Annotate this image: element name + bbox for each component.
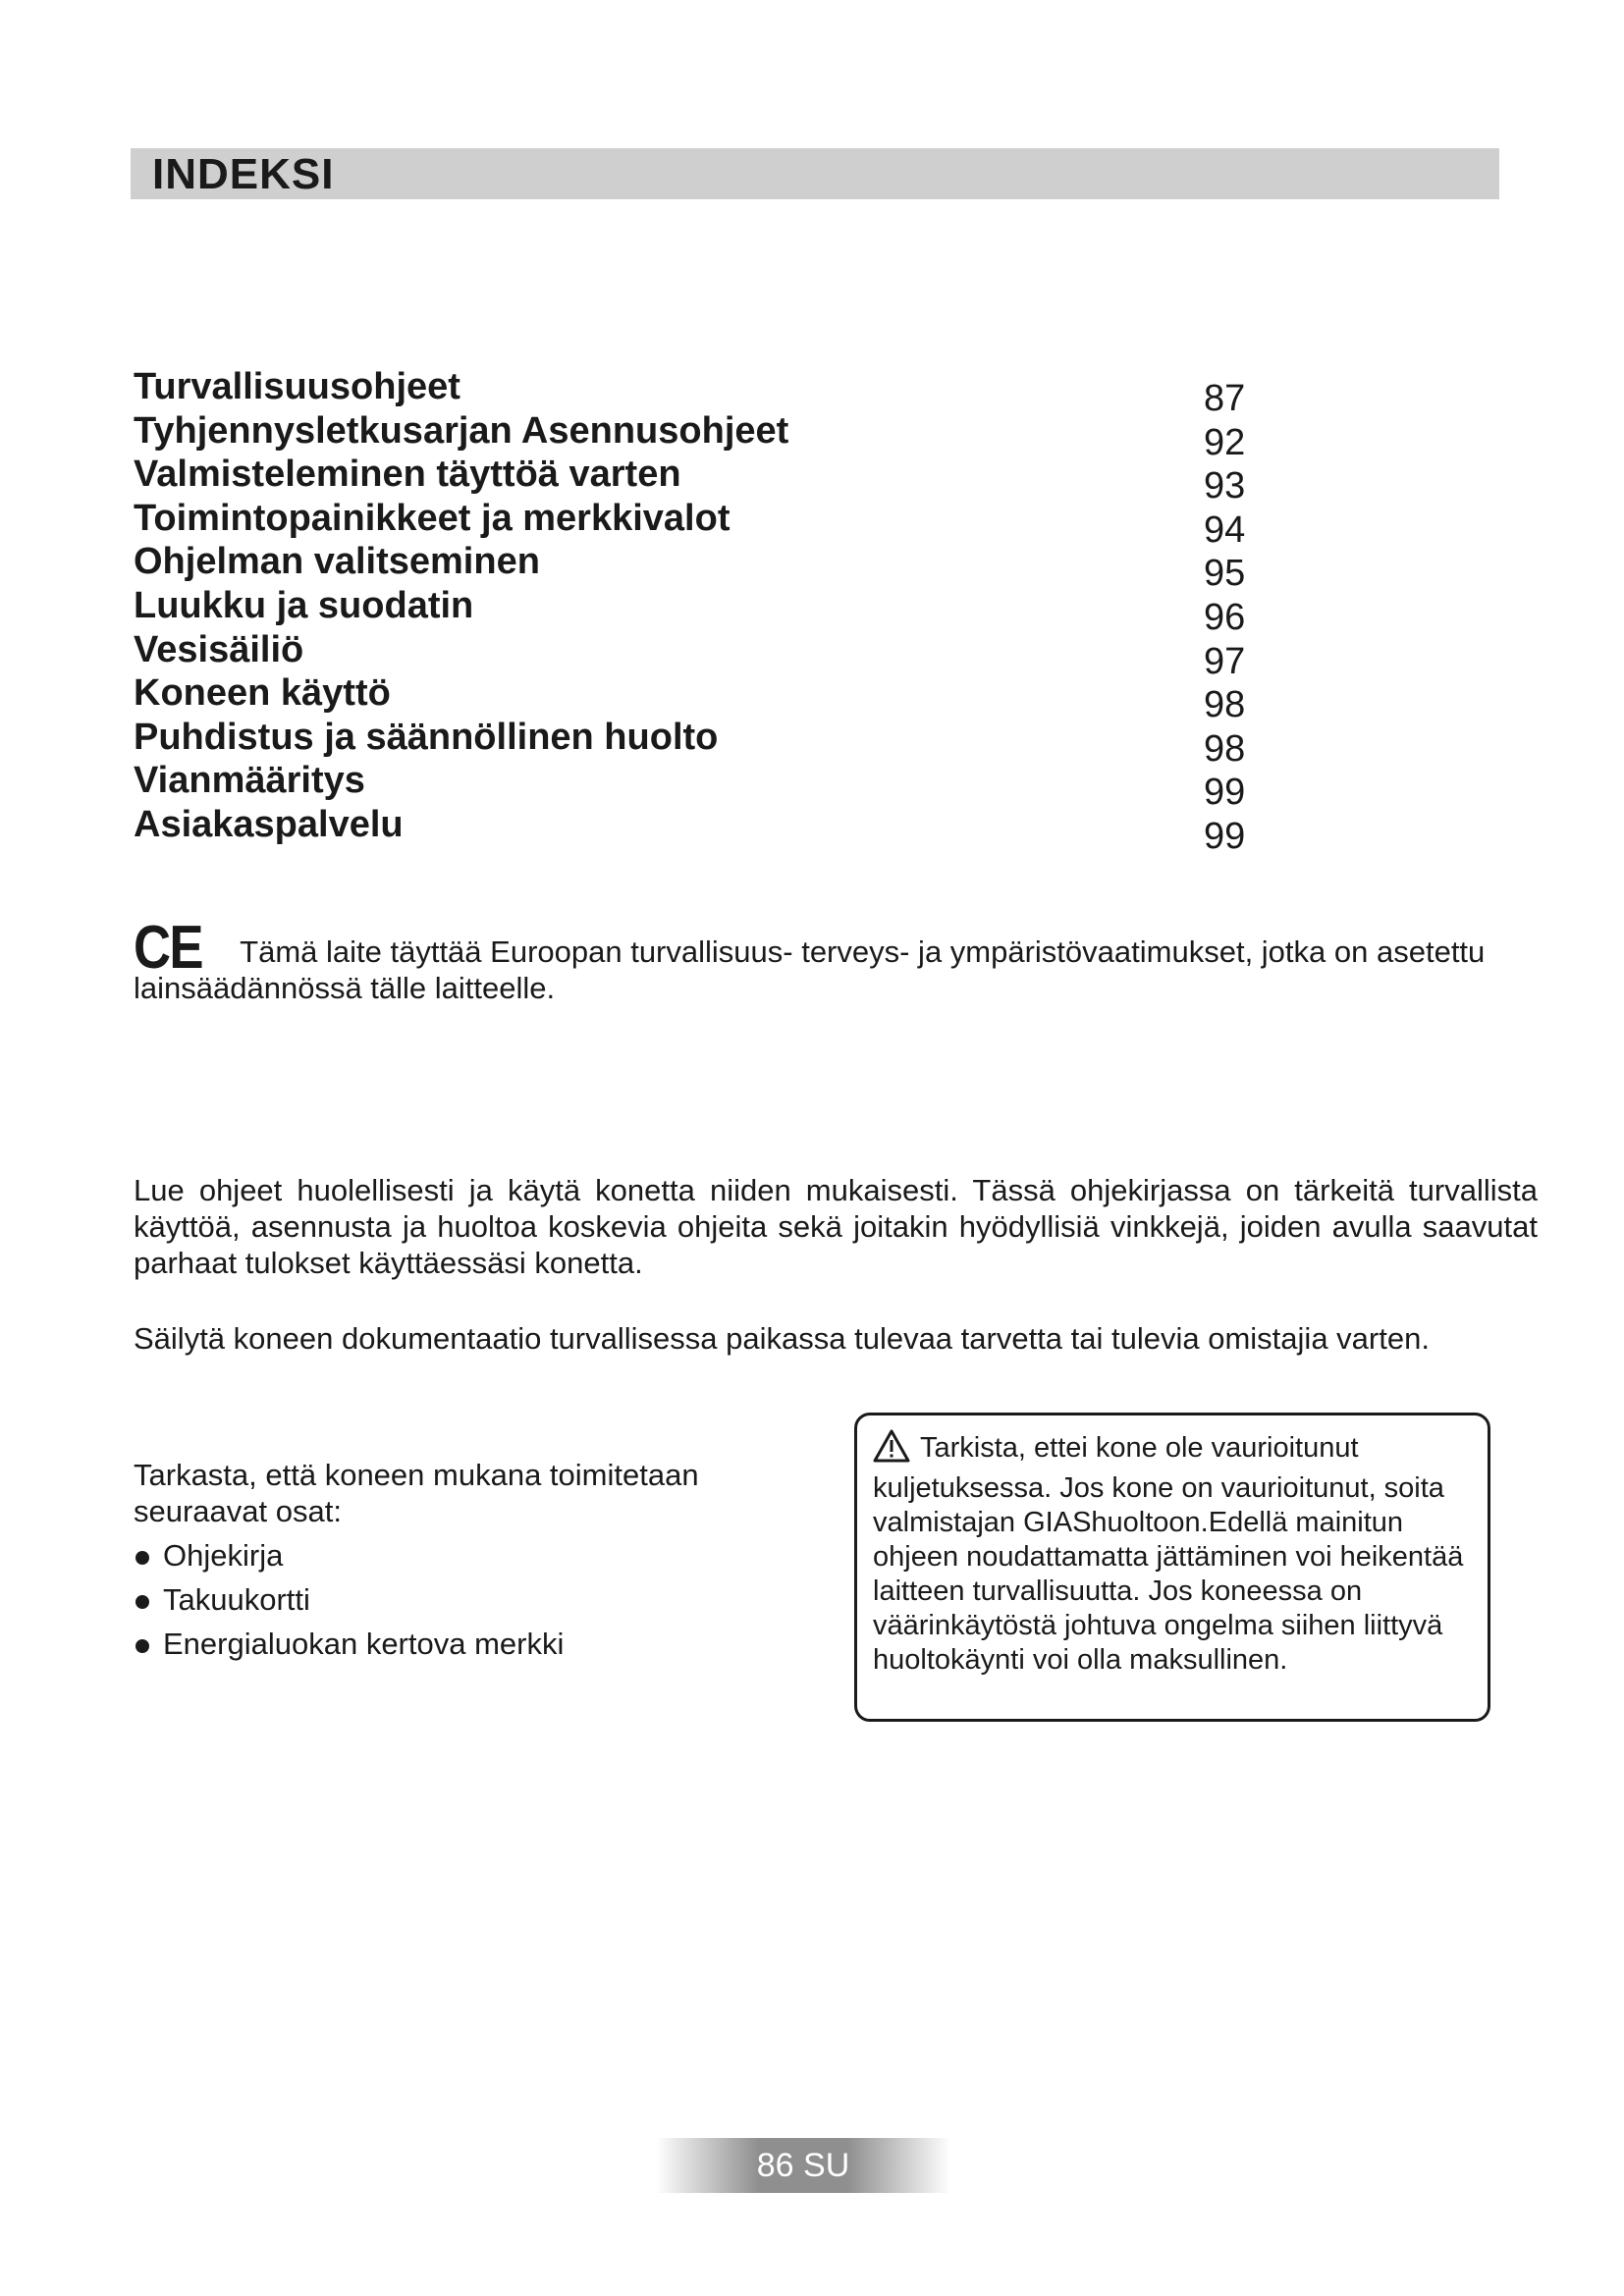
toc-row[interactable] [134, 671, 1263, 726]
toc-title: Koneen käyttö [134, 672, 391, 715]
toc-title: Toimintopainikkeet ja merkkivalot [134, 497, 731, 539]
bullet-icon [135, 1639, 149, 1653]
toc-row[interactable] [134, 759, 1263, 814]
ce-compliance-text: Tämä laite täyttää Euroopan turvallisuus- terveys- ja ympäristövaatimukset, jotka on asetettu lainsäädännössä tälle laitteelle. [134, 934, 1486, 1005]
toc-page-number: 95 [1204, 553, 1246, 595]
toc-row[interactable] [134, 803, 1263, 857]
toc-title: Ohjelman valitseminen [134, 541, 540, 583]
toc-row[interactable] [134, 365, 1263, 419]
list-item-label: Energialuokan kertova merkki [163, 1627, 565, 1661]
list-item-label: Takuukortti [163, 1582, 310, 1617]
toc-row[interactable] [134, 540, 1263, 595]
toc-page-number: 94 [1204, 508, 1246, 551]
toc-row[interactable] [134, 497, 1263, 551]
package-contents-list [134, 1537, 782, 1662]
storage-paragraph: Säilytä koneen dokumentaatio turvallisessa paikassa tulevaa tarvetta tai tulevia omistajia varten. [134, 1321, 1430, 1356]
toc-title: Luukku ja suodatin [134, 584, 474, 626]
toc-page-number: 92 [1204, 421, 1246, 463]
toc-page-number: 99 [1204, 815, 1246, 857]
warning-text: Tarkista, ettei kone ole vaurioitunut kuljetuksessa. Jos kone on vaurioitunut, soita valmistajan GIAShuoltoon.Edellä mainitun ohjeen noudattamatta jättäminen voi heikentää laitteen turvallisuutta. Jos koneessa on väärinkäytöstä johtuva ongelma siihen liittyvä huoltokäynti voi olla maksullinen. [873, 1432, 1464, 1676]
list-item [134, 1581, 782, 1618]
toc-row[interactable] [134, 453, 1263, 507]
list-item [134, 1537, 782, 1574]
toc-page-number: 99 [1204, 772, 1246, 814]
list-item [134, 1626, 782, 1662]
ce-compliance-notice [134, 914, 1502, 1006]
toc-title: Turvallisuusohjeet [134, 366, 460, 407]
toc-row[interactable] [134, 716, 1263, 770]
toc-title: Tyhjennysletkusarjan Asennusohjeet [134, 409, 789, 452]
toc-title: Vesisäiliö [134, 628, 304, 670]
toc-page-number: 97 [1204, 640, 1246, 682]
toc-title: Vianmääritys [134, 760, 365, 802]
package-contents [134, 1457, 782, 1670]
toc-row[interactable] [134, 628, 1263, 682]
header-bar [131, 148, 1499, 199]
toc-page-number: 87 [1204, 378, 1246, 419]
toc-page-number: 93 [1204, 465, 1246, 507]
toc-page-number: 98 [1204, 684, 1246, 726]
toc-page-number: 96 [1204, 596, 1246, 638]
warning-triangle-icon [873, 1429, 910, 1471]
bullet-icon [135, 1551, 149, 1565]
toc-title: Puhdistus ja säännöllinen huolto [134, 716, 719, 758]
page-number-label: 86 SU [756, 2147, 850, 2184]
list-item-label: Ohjekirja [163, 1538, 284, 1573]
table-of-contents [134, 365, 1263, 857]
toc-row[interactable] [134, 584, 1263, 638]
transport-damage-warning-box [854, 1413, 1490, 1722]
package-contents-intro: Tarkasta, että koneen mukana toimitetaan seuraavat osat: [134, 1458, 699, 1528]
page-number-badge [656, 2138, 950, 2193]
toc-title: Valmisteleminen täyttöä varten [134, 454, 681, 496]
bullet-icon [135, 1595, 149, 1609]
ce-mark-icon: CE [134, 914, 202, 982]
toc-title: Asiakaspalvelu [134, 803, 404, 845]
page-title: INDEKSI [152, 150, 335, 198]
toc-page-number: 98 [1204, 727, 1246, 770]
toc-row[interactable] [134, 409, 1263, 463]
instructions-paragraph: Lue ohjeet huolellisesti ja käytä konetta niiden mukaisesti. Tässä ohjekirjassa on tärkeitä turvallista käyttöä, asennusta ja huoltoa koskevia ohjeita sekä joitakin hyödyllisiä vinkkejä, joiden avulla saavutat parhaat tulokset käyttäessäsi konetta. [134, 1173, 1538, 1280]
